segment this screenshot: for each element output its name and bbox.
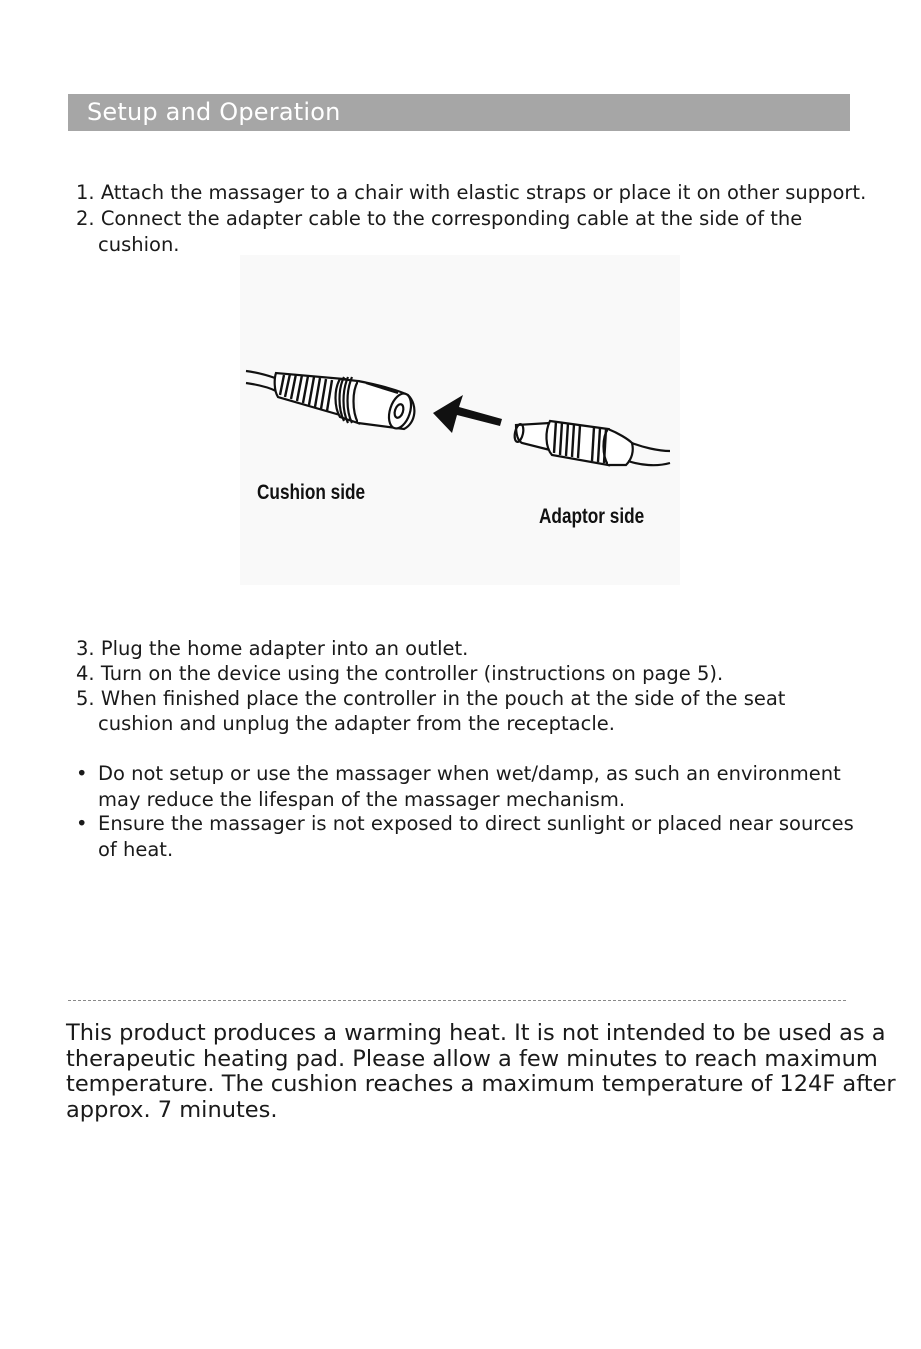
step-text: Attach the massager to a chair with elastic straps or place it on other support.	[100, 181, 867, 204]
note-line: therapeutic heating pad. Please allow a few minutes to reach maximum	[66, 1045, 878, 1072]
cushion-side-label: Cushion side	[257, 481, 366, 504]
bullet-text: Do not setup or use the massager when wet/damp, as such an environment	[98, 762, 841, 785]
bullet-icon: •	[76, 762, 88, 785]
step-text: Connect the adapter cable to the corresponding cable at the side of the	[100, 207, 803, 230]
heat-note	[66, 1020, 896, 1123]
step-5-continuation: cushion and unplug the adapter from the receptacle.	[98, 712, 615, 735]
step-5	[76, 686, 785, 712]
note-line: approx. 7 minutes.	[66, 1096, 278, 1123]
step-1	[76, 180, 866, 206]
step-number: 3.	[76, 637, 95, 660]
cushion-connector-icon	[246, 371, 415, 431]
step-4	[76, 661, 723, 687]
step-text: When finished place the controller in the pouch at the side of the seat	[100, 687, 786, 710]
dashed-divider	[68, 1000, 846, 1001]
warning-bullet-1-continuation: may reduce the lifespan of the massager mechanism.	[98, 788, 626, 811]
step-2-continuation: cushion.	[98, 233, 180, 256]
bullet-icon: •	[76, 812, 88, 835]
connector-illustration	[240, 255, 680, 585]
step-3	[76, 636, 468, 662]
arrow-left-icon	[433, 395, 502, 433]
step-text: Turn on the device using the controller (instructions on page 5).	[100, 662, 724, 685]
step-number: 2.	[76, 207, 95, 230]
adaptor-side-label: Adaptor side	[539, 505, 645, 528]
warning-bullet-2-continuation: of heat.	[98, 838, 174, 861]
note-line: temperature. The cushion reaches a maximum temperature of 124F after	[66, 1071, 896, 1097]
step-number: 1.	[76, 181, 95, 204]
note-line: This product produces a warming heat. It is not intended to be used as a	[66, 1020, 886, 1046]
bullet-text: Ensure the massager is not exposed to direct sunlight or placed near sources	[98, 812, 854, 835]
step-number: 5.	[76, 687, 95, 710]
step-text: Plug the home adapter into an outlet.	[100, 637, 469, 660]
section-title: Setup and Operation	[87, 98, 341, 126]
adaptor-connector-icon	[513, 421, 670, 465]
step-number: 4.	[76, 662, 95, 685]
warning-bullet-2	[76, 811, 854, 837]
step-2	[76, 206, 802, 232]
section-header-bar	[68, 94, 850, 131]
warning-bullet-1	[76, 761, 841, 787]
connector-diagram	[240, 255, 680, 585]
